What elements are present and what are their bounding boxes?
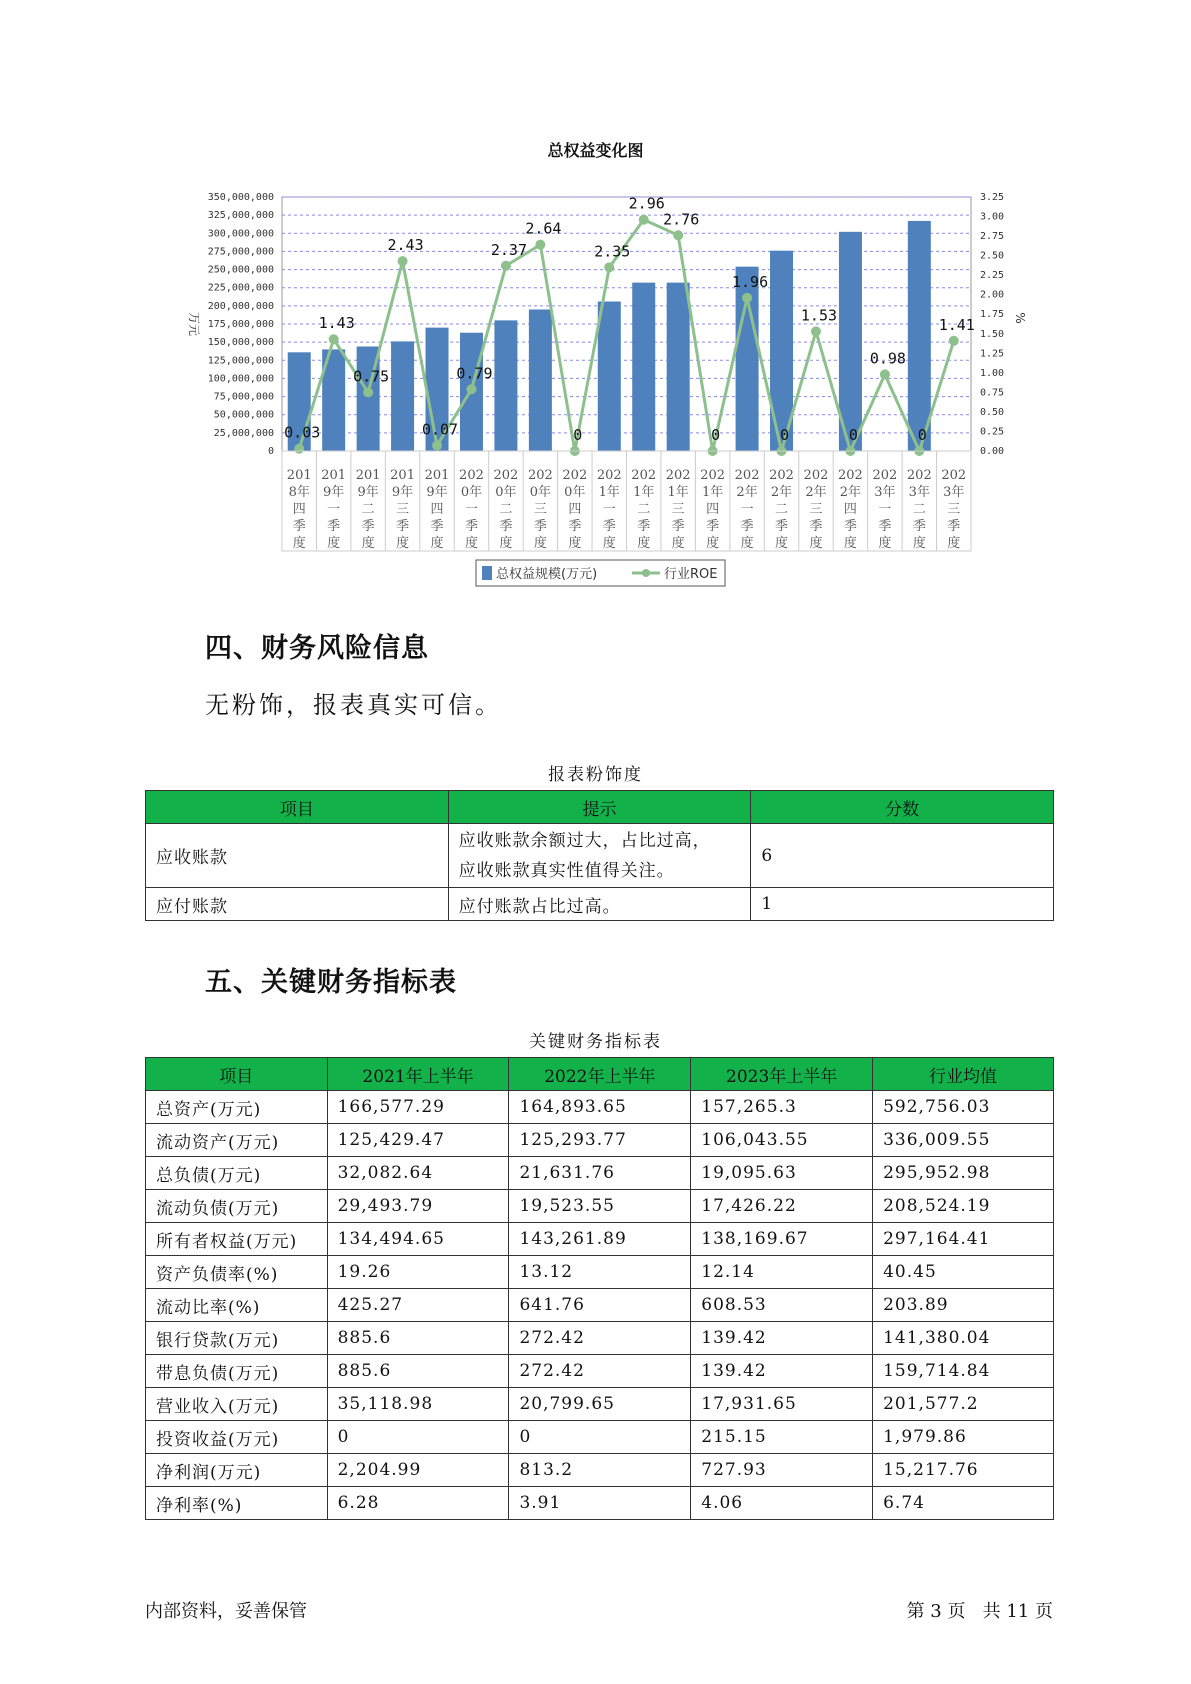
indicator-value: 15,217.76 [873, 1454, 1054, 1487]
y-tick-label: 75,000,000 [213, 391, 274, 403]
indicator-name: 流动资产(万元) [146, 1124, 328, 1157]
y2-tick-label: 2.25 [980, 270, 1005, 282]
indicator-table [145, 1057, 1054, 1520]
x-tick-label: 2年 [770, 485, 793, 500]
x-tick-label: 季 [947, 519, 961, 534]
table-row [146, 1421, 1054, 1454]
x-tick-label: 度 [533, 536, 547, 551]
y-tick-label: 325,000,000 [207, 210, 274, 222]
risk-header-item: 项目 [146, 791, 449, 824]
data-label-roe: 0.79 [456, 364, 493, 383]
x-tick-label: 季 [843, 519, 857, 534]
table-row [146, 1157, 1054, 1190]
x-tick-label: 一 [878, 502, 892, 517]
table-row [146, 1388, 1054, 1421]
indicator-value: 6.74 [873, 1487, 1054, 1520]
y2-axis-title: % [1013, 312, 1027, 324]
x-tick-label: 2年 [736, 485, 758, 500]
x-tick-label: 季 [809, 519, 823, 534]
bar-equity [632, 283, 655, 451]
x-tick-label: 1年 [633, 485, 655, 500]
point-roe [949, 336, 959, 346]
x-tick-label: 0年 [529, 485, 552, 500]
x-tick-label: 一 [464, 502, 478, 517]
x-tick-label: 四 [430, 502, 444, 517]
footer-confidential: 内部资料，妥善保管 [145, 1601, 307, 1622]
indicator-value: 17,931.65 [691, 1388, 873, 1421]
x-tick-label: 度 [740, 536, 754, 551]
x-tick-label: 202 [562, 468, 588, 483]
section-5-heading: 五、关键财务指标表 [205, 967, 457, 998]
y2-tick-label: 0.25 [980, 426, 1005, 438]
x-tick-label: 0年 [495, 485, 517, 500]
x-tick-label: 度 [464, 536, 478, 551]
point-roe [880, 369, 890, 379]
bar-equity [598, 302, 621, 451]
indicator-value: 6.28 [327, 1487, 509, 1520]
x-tick-label: 0年 [564, 485, 586, 500]
bar-equity [908, 221, 931, 451]
indicator-value: 201,577.2 [873, 1388, 1054, 1421]
indicator-value: 141,380.04 [873, 1322, 1054, 1355]
risk-header-score: 分数 [751, 791, 1054, 824]
x-tick-label: 度 [568, 536, 582, 551]
indicator-header: 2021年上半年 [327, 1058, 509, 1091]
table-row [146, 1289, 1054, 1322]
risk-tip-line: 应收账款真实性值得关注。 [458, 860, 675, 881]
indicator-value: 139.42 [691, 1355, 873, 1388]
legend-label-line: 行业ROE [664, 567, 718, 582]
x-tick-label: 202 [700, 468, 726, 483]
indicator-value: 159,714.84 [873, 1355, 1054, 1388]
x-tick-label: 0年 [460, 485, 483, 500]
x-tick-label: 202 [631, 468, 657, 483]
y2-tick-label: 3.25 [980, 192, 1005, 203]
x-tick-label: 二 [361, 502, 375, 517]
x-tick-label: 202 [459, 468, 484, 483]
table-row [146, 1190, 1054, 1223]
x-tick-label: 度 [775, 536, 789, 551]
indicator-value: 143,261.89 [509, 1223, 691, 1256]
y-axis-title: 万元 [187, 311, 201, 337]
y-tick-label: 300,000,000 [207, 228, 274, 240]
x-tick-label: 201 [321, 468, 347, 483]
bar-equity [667, 283, 690, 451]
table-row [146, 1223, 1054, 1256]
x-tick-label: 季 [499, 519, 513, 534]
indicator-value: 157,265.3 [691, 1091, 873, 1124]
bar-equity [529, 309, 552, 451]
data-label-roe: 2.96 [628, 194, 665, 213]
indicator-value: 295,952.98 [873, 1157, 1054, 1190]
indicator-value: 139.42 [691, 1322, 873, 1355]
indicator-value: 727.93 [691, 1454, 873, 1487]
indicator-value: 2,204.99 [327, 1454, 509, 1487]
x-tick-label: 四 [292, 502, 306, 517]
y2-tick-label: 2.50 [980, 250, 1005, 262]
data-label-roe: 1.43 [318, 314, 355, 333]
y2-tick-label: 1.75 [980, 309, 1005, 321]
x-tick-label: 度 [361, 536, 375, 551]
x-tick-label: 二 [637, 502, 651, 517]
x-tick-label: 201 [424, 468, 450, 483]
x-tick-label: 202 [769, 468, 794, 483]
x-tick-label: 度 [706, 536, 720, 551]
point-roe [535, 240, 545, 250]
x-tick-label: 1年 [701, 485, 724, 500]
indicator-name: 投资收益(万元) [146, 1421, 328, 1454]
data-label-roe: 2.37 [490, 240, 527, 259]
x-tick-label: 度 [430, 536, 444, 551]
data-label-roe: 0 [917, 426, 927, 444]
x-tick-label: 2年 [805, 485, 827, 500]
point-roe [639, 215, 649, 225]
indicator-value: 4.06 [691, 1487, 873, 1520]
x-tick-label: 季 [430, 519, 444, 534]
indicator-name: 净利润(万元) [146, 1454, 328, 1487]
indicator-value: 134,494.65 [327, 1223, 509, 1256]
indicator-table-caption: 关键财务指标表 [529, 1032, 662, 1052]
table-row [146, 1124, 1054, 1157]
indicator-value: 17,426.22 [691, 1190, 873, 1223]
chart-title: 总权益变化图 [547, 141, 644, 160]
x-tick-label: 202 [734, 468, 760, 483]
indicator-value: 40.45 [873, 1256, 1054, 1289]
indicator-value: 272.42 [509, 1322, 691, 1355]
x-tick-label: 季 [464, 519, 478, 534]
section-4-text: 无粉饰，报表真实可信。 [205, 691, 502, 719]
data-label-roe: 0 [711, 426, 721, 444]
y-tick-label: 225,000,000 [207, 282, 274, 294]
x-tick-label: 9年 [391, 485, 414, 500]
x-tick-label: 季 [912, 519, 926, 534]
table-row [146, 1256, 1054, 1289]
indicator-name: 银行贷款(万元) [146, 1322, 328, 1355]
data-label-roe: 0.98 [869, 349, 906, 368]
indicator-value: 885.6 [327, 1355, 509, 1388]
equity-chart [0, 0, 1191, 600]
indicator-value: 12.14 [691, 1256, 873, 1289]
x-tick-label: 季 [568, 519, 582, 534]
x-tick-label: 201 [286, 468, 312, 483]
point-roe [673, 230, 683, 240]
y2-tick-label: 2.75 [980, 231, 1005, 243]
x-tick-label: 202 [665, 468, 691, 483]
indicator-header: 项目 [146, 1058, 328, 1091]
indicator-value: 32,082.64 [327, 1157, 509, 1190]
x-tick-label: 201 [355, 468, 381, 483]
indicator-value: 106,043.55 [691, 1124, 873, 1157]
indicator-name: 所有者权益(万元) [146, 1223, 328, 1256]
risk-tip: 应付账款占比过高。 [448, 888, 751, 921]
table-row [146, 824, 1054, 888]
indicator-header: 行业均值 [873, 1058, 1054, 1091]
indicator-value: 3.91 [509, 1487, 691, 1520]
indicator-header: 2023年上半年 [691, 1058, 873, 1091]
legend-swatch-point [642, 569, 650, 577]
indicator-value: 592,756.03 [873, 1091, 1054, 1124]
x-tick-label: 三 [809, 502, 823, 517]
indicator-value: 203.89 [873, 1289, 1054, 1322]
x-tick-label: 季 [740, 519, 754, 534]
x-tick-label: 一 [327, 502, 341, 517]
y2-tick-label: 1.25 [980, 348, 1005, 360]
y2-tick-label: 3.00 [980, 211, 1005, 223]
x-tick-label: 度 [878, 536, 892, 551]
indicator-value: 13.12 [509, 1256, 691, 1289]
data-label-roe: 2.35 [594, 242, 631, 261]
y2-tick-label: 0.00 [980, 446, 1005, 457]
x-tick-label: 度 [292, 536, 306, 551]
x-tick-label: 202 [527, 468, 553, 483]
x-tick-label: 3年 [874, 485, 896, 500]
indicator-name: 总资产(万元) [146, 1091, 328, 1124]
indicator-value: 35,118.98 [327, 1388, 509, 1421]
point-roe [604, 262, 614, 272]
x-tick-label: 3年 [908, 485, 930, 500]
x-tick-label: 季 [706, 519, 720, 534]
indicator-value: 885.6 [327, 1322, 509, 1355]
data-label-roe: 1.53 [800, 306, 838, 325]
y-tick-label: 125,000,000 [207, 355, 274, 367]
x-tick-label: 202 [872, 468, 898, 483]
y-tick-label: 0 [267, 446, 274, 457]
x-tick-label: 季 [327, 519, 341, 534]
x-tick-label: 二 [499, 502, 513, 517]
legend-label-bar: 总权益规模(万元) [496, 567, 598, 582]
x-tick-label: 度 [396, 536, 410, 551]
indicator-value: 19,095.63 [691, 1157, 873, 1190]
x-tick-label: 1年 [667, 485, 689, 500]
y-tick-label: 275,000,000 [207, 246, 274, 258]
y-tick-label: 200,000,000 [207, 300, 274, 312]
indicator-header: 2022年上半年 [509, 1058, 691, 1091]
x-tick-label: 季 [602, 519, 616, 534]
indicator-value: 641.76 [509, 1289, 691, 1322]
data-label-roe: 2.43 [387, 236, 424, 255]
y-tick-label: 100,000,000 [207, 373, 274, 385]
indicator-value: 125,293.77 [509, 1124, 691, 1157]
x-tick-label: 季 [292, 519, 306, 534]
data-label-roe: 0.75 [353, 367, 390, 386]
indicator-value: 336,009.55 [873, 1124, 1054, 1157]
indicator-value: 0 [509, 1421, 691, 1454]
point-roe [363, 387, 373, 397]
x-tick-label: 三 [533, 502, 547, 517]
indicator-value: 1,979.86 [873, 1421, 1054, 1454]
indicator-name: 带息负债(万元) [146, 1355, 328, 1388]
x-tick-label: 一 [740, 502, 754, 517]
x-tick-label: 度 [637, 536, 651, 551]
risk-score: 1 [751, 888, 1054, 921]
risk-tip [448, 824, 751, 888]
indicator-name: 营业收入(万元) [146, 1388, 328, 1421]
indicator-value: 608.53 [691, 1289, 873, 1322]
indicator-name: 流动负债(万元) [146, 1190, 328, 1223]
y-tick-label: 350,000,000 [207, 192, 274, 203]
indicator-value: 813.2 [509, 1454, 691, 1487]
point-roe [742, 293, 752, 303]
x-tick-label: 1年 [598, 485, 620, 500]
x-tick-label: 四 [843, 502, 857, 517]
x-tick-label: 202 [941, 468, 967, 483]
x-tick-label: 202 [803, 468, 829, 483]
indicator-value: 138,169.67 [691, 1223, 873, 1256]
indicator-value: 19.26 [327, 1256, 509, 1289]
x-tick-label: 9年 [357, 485, 379, 500]
x-tick-label: 度 [327, 536, 341, 551]
x-tick-label: 度 [671, 536, 685, 551]
table-row [146, 1091, 1054, 1124]
table-row [146, 888, 1054, 921]
x-tick-label: 四 [568, 502, 582, 517]
x-tick-label: 度 [843, 536, 857, 551]
risk-header-tip: 提示 [448, 791, 751, 824]
x-tick-label: 四 [706, 502, 720, 517]
x-tick-label: 季 [396, 519, 410, 534]
y2-tick-label: 2.00 [980, 289, 1005, 301]
point-roe [329, 334, 339, 344]
x-tick-label: 三 [671, 502, 685, 517]
data-label-roe: 1.96 [732, 272, 769, 291]
indicator-name: 流动比率(%) [146, 1289, 328, 1322]
x-tick-label: 度 [602, 536, 616, 551]
x-tick-label: 季 [533, 519, 547, 534]
y-tick-label: 50,000,000 [213, 409, 274, 421]
x-tick-label: 度 [499, 536, 513, 551]
indicator-value: 297,164.41 [873, 1223, 1054, 1256]
risk-score: 6 [751, 824, 1054, 888]
point-roe [811, 326, 821, 336]
data-label-roe: 0 [780, 426, 790, 444]
risk-item: 应收账款 [146, 824, 449, 888]
x-tick-label: 度 [947, 536, 961, 551]
x-tick-label: 三 [947, 502, 961, 517]
risk-tip-line: 应收账款余额过大，占比过高， [458, 830, 711, 851]
x-tick-label: 度 [912, 536, 926, 551]
point-roe [466, 384, 476, 394]
point-roe [398, 256, 408, 266]
y-tick-label: 150,000,000 [207, 337, 274, 349]
indicator-name: 净利率(%) [146, 1487, 328, 1520]
section-4-heading: 四、财务风险信息 [205, 633, 429, 664]
data-label-roe: 1.41 [938, 315, 975, 334]
risk-table-caption: 报表粉饰度 [548, 765, 643, 785]
x-tick-label: 季 [775, 519, 789, 534]
footer-page-number: 第 3 页 共 11 页 [906, 1601, 1053, 1622]
x-tick-label: 202 [493, 468, 519, 483]
data-label-roe: 2.76 [663, 210, 700, 229]
y2-tick-label: 1.50 [980, 328, 1005, 340]
x-tick-label: 9年 [426, 485, 448, 500]
point-roe [501, 261, 511, 271]
data-label-roe: 0 [848, 426, 858, 444]
indicator-value: 0 [327, 1421, 509, 1454]
data-label-roe: 0.07 [421, 420, 459, 439]
table-row [146, 1454, 1054, 1487]
x-tick-label: 202 [906, 468, 932, 483]
x-tick-label: 季 [361, 519, 375, 534]
point-roe [294, 444, 304, 454]
indicator-value: 20,799.65 [509, 1388, 691, 1421]
x-tick-label: 一 [602, 502, 616, 517]
indicator-value: 21,631.76 [509, 1157, 691, 1190]
data-label-roe: 0.03 [284, 423, 321, 442]
risk-item: 应付账款 [146, 888, 449, 921]
x-tick-label: 三 [396, 502, 410, 517]
y-tick-label: 250,000,000 [207, 264, 274, 276]
indicator-value: 425.27 [327, 1289, 509, 1322]
y2-tick-label: 0.75 [980, 387, 1005, 399]
y-tick-label: 175,000,000 [207, 319, 274, 330]
table-row [146, 1355, 1054, 1388]
indicator-value: 125,429.47 [327, 1124, 509, 1157]
risk-table [145, 790, 1054, 921]
indicator-value: 166,577.29 [327, 1091, 509, 1124]
data-label-roe: 0 [573, 426, 583, 444]
table-row [146, 1487, 1054, 1520]
table-row [146, 1322, 1054, 1355]
x-tick-label: 季 [671, 519, 685, 534]
x-tick-label: 二 [912, 502, 926, 517]
indicator-value: 19,523.55 [509, 1190, 691, 1223]
indicator-value: 208,524.19 [873, 1190, 1054, 1223]
indicator-value: 29,493.79 [327, 1190, 509, 1223]
legend-swatch-bar [482, 566, 492, 580]
data-label-roe: 2.64 [525, 219, 562, 238]
x-tick-label: 度 [809, 536, 823, 551]
indicator-value: 164,893.65 [509, 1091, 691, 1124]
y2-tick-label: 0.50 [980, 406, 1005, 418]
x-tick-label: 3年 [943, 485, 965, 500]
x-tick-label: 201 [390, 468, 415, 483]
y-tick-label: 25,000,000 [213, 427, 274, 439]
x-tick-label: 202 [838, 468, 863, 483]
x-tick-label: 2年 [839, 485, 862, 500]
x-tick-label: 二 [775, 502, 789, 517]
indicator-name: 资产负债率(%) [146, 1256, 328, 1289]
x-tick-label: 8年 [288, 485, 310, 500]
indicator-value: 272.42 [509, 1355, 691, 1388]
bar-equity [494, 320, 517, 451]
indicator-value: 215.15 [691, 1421, 873, 1454]
x-tick-label: 202 [596, 468, 622, 483]
point-roe [432, 441, 442, 451]
x-tick-label: 季 [878, 519, 892, 534]
x-tick-label: 9年 [323, 485, 345, 500]
bar-equity [391, 341, 414, 451]
y2-tick-label: 1.00 [980, 367, 1005, 379]
x-tick-label: 季 [637, 519, 651, 534]
indicator-name: 总负债(万元) [146, 1157, 328, 1190]
